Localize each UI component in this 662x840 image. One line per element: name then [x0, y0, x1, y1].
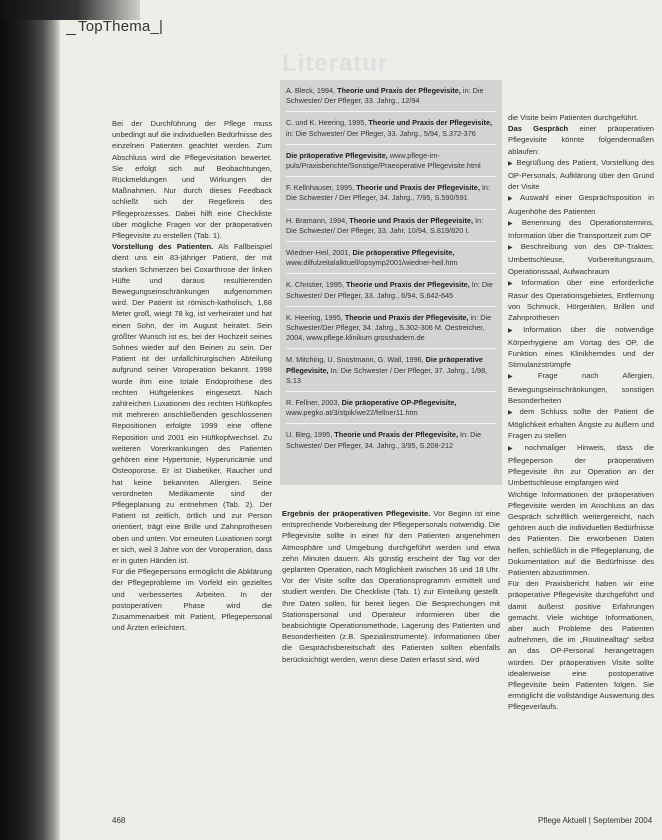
- literature-author: H. Bramann, 1994,: [286, 215, 350, 225]
- text-column-2: [282, 508, 500, 828]
- paragraph-conclusion: Für den Praxisbericht haben wir eine präoperative Pflegevisite durchgeführt und damit äußerst positive Erfahrungen gemacht. Viele wichtige Informationen, aber auch Probleme des Patienten aufnehmen, die im „Routinealltag“ selbst an das OP-Personal herangetragen würden. Der präoperativen Visite sollte idealerweise eine postoperative Pflegevisite beim Patienten folgen. Sie ermöglicht die vollständige Auswertung des Pflegeverlaufs.: [508, 579, 654, 712]
- result-text: Vor Beginn ist eine entsprechende Vorbereitung der Pflegepersonals notwendig. Die Pflegevisite sollte in einer für den Patienten angenehmen Atmosphäre und Umgebung durchgeführt werden und etwa zehn Minuten dauern. Als günstig erscheint der Tag vor der geplanten Operation, nach Möglichkeit zwischen 16 und 18 Uhr. Vor der Visite sollte das Operationsprogramm ermittelt und studiert werden. Die Checkliste (Tab. 1) zur Einteilung gestellt. Ihre Daten sollen, für bereit liegen. Die Besprechungen mit Stationspersonal und Operateur informieren über die beabsichtigte Operationsmethode, Lagerung des Patienten und Besonderheiten (z.B. Spezialinstrumente). Informationen über die Gesprächsbereitschaft des Patienten sollten ebenfalls berücksichtigt werden, wenn diese Daten erfasst sind, wird: [282, 509, 500, 664]
- literature-entry: [286, 86, 496, 112]
- conversation-step: ▶ Information über die notwendige Körperhygiene am Vortag des OP, die Funktion eines Klinikhemdes und der Stimulanzstrümpfe: [508, 324, 654, 371]
- book-spine-shadow: [0, 0, 60, 840]
- literature-author: R. Fellner, 2003,: [286, 398, 342, 408]
- literature-title-text: Theorie und Praxis der Pflegevisite,: [346, 280, 470, 290]
- literature-entry: [286, 430, 496, 455]
- text-column-3: [508, 112, 654, 828]
- page-number: 468: [112, 816, 126, 825]
- literature-entry: [286, 313, 496, 350]
- literature-title-text: Die präoperative OP-Pflegevisite,: [341, 398, 457, 408]
- literature-source: In: Die Schwester / Der Pfleger, 34. Jahrg., 7/95, S.590/591: [286, 183, 491, 203]
- literature-title-text: Theorie und Praxis der Pflegevisite,: [337, 86, 461, 95]
- literature-title: Literatur: [282, 50, 389, 77]
- literature-source: in: Die Schwester/ Der Pfleger, 33. Jahrg., 12/94: [286, 86, 484, 106]
- literature-author: C. und K. Heering, 1995,: [286, 118, 369, 128]
- literature-entry: [286, 355, 496, 392]
- spine-top-shadow: [0, 0, 140, 20]
- literature-title-text: Theorie und Praxis der Pflegevisite,: [356, 183, 480, 193]
- literature-title-text: Theorie und Praxis der Pflegevisite,: [334, 430, 458, 440]
- conversation-step: ▶ Begrüßung des Patient, Vorstellung des OP-Personals, Aufklärung über den Grund der Visite: [508, 157, 654, 193]
- paragraph-visit: die Visite beim Patienten durchgeführt.: [508, 113, 639, 122]
- conversation-step: ▶ dem Schluss sollte der Patient die Möglichkeit erhalten Ängste zu äußern und Fragen zu stellen: [508, 406, 654, 442]
- literature-entry: [286, 248, 496, 274]
- paragraph-result: [282, 508, 500, 665]
- literature-entry: [286, 151, 496, 177]
- literature-source: In: Die Schwester/ Der Pfleger, 34. Jahrg., 3/95, S.208-212: [286, 430, 482, 450]
- literature-source: In: Die Schwester/ Der Pfleger, 33. Jahrg., 6/94, S.642-645: [286, 280, 493, 300]
- literature-author: A. Bleck, 1994,: [286, 86, 338, 95]
- conversation-step: ▶ Information über eine erforderliche Rasur des Operationsgebietes, Entfernung von Schmuck, Hörgeräten, Brillen und Zahnprothesen: [508, 277, 654, 324]
- literature-author: K. Christier, 1995,: [286, 280, 347, 290]
- paragraph-patient: [112, 241, 272, 566]
- literature-author: M. Mitching, U. Snostmann, G. Wall, 1996,: [286, 355, 426, 365]
- literature-author: U. Bleg, 1995,: [286, 430, 335, 440]
- header-rule: [66, 34, 76, 35]
- literature-author: K. Heering, 1995,: [286, 312, 345, 322]
- literature-entry: [286, 280, 496, 306]
- literature-author: F. Kellnhauser, 1995,: [286, 183, 357, 193]
- conversation-step: ▶ nochmaliger Hinweis, dass die Pflegeperson der präoperativen Pflegevisite ihn zur Operation an der Umbettschleuse empfangen wird: [508, 442, 654, 489]
- conversation-steps: [508, 157, 654, 489]
- result-heading: Ergebnis der präoperativen Pflegevisite.: [282, 509, 431, 518]
- literature-source: In: Die Schwester / Der Pfleger, 37. Jahrg., 1/98, S.13: [286, 365, 488, 385]
- literature-entry: [286, 216, 496, 242]
- journal-footer: Pflege Aktuell | September 2004: [538, 816, 653, 825]
- literature-entry: [286, 118, 496, 144]
- conversation-text: einer präoperativen Pflegevisite könnte folgendermaßen ablaufen:: [508, 124, 654, 156]
- conversation-step: ▶ Auswahl einer Gesprächsposition in Augenhöhe des Patienten: [508, 192, 654, 216]
- literature-source: in: Die Schwester/Der Pfleger, 34. Jahrg., S.302-306 M. Oestreicher, 2004, www.pflege.klinikum grosshadern.de: [286, 312, 492, 343]
- paragraph-conversation: [508, 123, 654, 157]
- conversation-heading: Das Gespräch: [508, 124, 569, 134]
- literature-title-text: Die präoperative Pflegevisite,: [352, 248, 455, 258]
- literature-source: www.pflege-im-puls/Praxisberichte/Sonstige/Praeoperative Pflegevisite.html: [286, 150, 481, 171]
- literature-box: [280, 80, 502, 485]
- conversation-step: ▶ Beschreibung von des OP-Traktes: Umbettschleuse, Vorbereitungsraum, Operationssaal, Aufwachraum: [508, 241, 654, 277]
- section-header: TopThema_|: [78, 18, 164, 35]
- literature-title-text: Theorie und Praxis der Pflegevisite,: [344, 312, 469, 322]
- literature-source: In: Die Schwester/ Der Pfleger, 33. Jahr, 10/94, S.819/820 I.: [286, 215, 484, 235]
- literature-source: in: Die Schwester/ Der Pfleger, 33. Jahrg., 5/94, S.372-376: [286, 128, 476, 138]
- paragraph-caregivers: Für die Pflegepersons ermöglicht die Abklärung der Pflegeprobleme im Vorfeld ein gezieltes und verbessertes Arbeiten. In der postoperativen Phase wird die Zusammenarbeit mit Patient, Pflegepersonal und Ärzten erleichtert.: [112, 567, 272, 633]
- literature-title-text: Theorie und Praxis der Pflegevisite,: [368, 118, 493, 128]
- literature-list: [280, 80, 502, 456]
- literature-source: www.dilfulzeitalalktuell/opsymp2001/wiedner-heil.htm: [286, 258, 458, 268]
- literature-source: www.pegko.at/3/stpik/we22/fellner11.htm: [286, 408, 418, 418]
- text-column-1: [112, 118, 272, 836]
- literature-title-text: Die präoperative Pflegevisite,: [286, 150, 388, 160]
- conversation-step: ▶ Benennung des Operationstermins, Information über die Transportzeit zum OP: [508, 217, 654, 241]
- literature-author: Wiedner-Heil, 2001,: [286, 248, 353, 258]
- paragraph-intro: Bei der Durchführung der Pflege muss unbedingt auf die individuellen Bedürfnisse des einzelnen Patienten geachtet werden. Zum Abschluss wird die Pflegevisitation bewertet. Sie erfolgt sich auf Beobachtungen, Rückmeldungen und Wirkungen der Maßnahmen. Nur durch dieses Feedback schließt sich der Regelkreis des Pflegeprozesses. Dabei hilft eine Checkliste über mögliche Fragen vor der präoperativen Pflegevisite zu erstellen (Tab. 1).: [112, 119, 272, 241]
- conversation-step: ▶ Frage nach Allergien, Bewegungseinschränkungen, sonstigen Besonderheiten: [508, 370, 654, 406]
- literature-title-text: Theorie und Praxis der Pflegevisite,: [349, 215, 473, 225]
- paragraph-documentation: Wichtige Informationen der präoperativen Pflegevisite werden im Anschluss an das Gespräch schriftlich weitergereicht, nach gehören auch die individuellen Bedürfnisse des Patienten. Die erworbenen Daten helfen, schließlich in die Pflegeplanung, die Dokumentation auf die Bedürfnisse des Patienten abzustimmen.: [508, 489, 654, 577]
- literature-entry: [286, 398, 496, 424]
- literature-entry: [286, 183, 496, 209]
- patient-heading: Vorstellung des Patienten.: [112, 242, 214, 252]
- patient-text: Als Fallbeispiel dient uns ein 83-jähriger Patient, der mit starken Schmerzen bei Coxarthrose der linken Hüfte und daraus resultierenden Bewegungseinschränkungen aufgenommen wird. Der Patient ist römisch-katholisch, 1,68 Meter groß, wiegt 78 kg, ist verheiratet und hat einen Sohn, der im August heiratet. Sein größter Wunsch ist es, bei der Hochzeit seines Sohnes wieder auf den Beinen zu sein. Der Patient ist der unfallchirurgischen Abteilung aufgrund seiner Voroperation bekannt. 1998 wurde ihm eine totale Endoprothese des rechten Hüftgelenkes eingesetzt. Nach zahlreichen Luxationen des rechten Hüftkopfes mit mehreren anschließenden geschlossenen Repositionen erfolgte 1999 eine offene Reposition und 2001 ein Hüftkopfwechsel. Zu weiteren Vorerkrankungen des Patienten gehören eine Hypertonie, Hyperuricämie und Osteoporose. Er ist Diabetiker, Raucher und hat keine bekannten Allergien. Seine verordneten Medikamente sind der Pflegeplanung zu entnehmen (Tab. 2). Der Patient ist zeitlich, örtlich und zur Person orientiert, trägt eine Brille und Zahnprothesen oben und unten. Vor erneuten Luxationen sorgt er sich, weil 3 Jahre von der Voroperation, dass er in guten Händen ist.: [112, 242, 272, 565]
- literature-title-text: Die präoperative Pflegevisite,: [286, 355, 483, 375]
